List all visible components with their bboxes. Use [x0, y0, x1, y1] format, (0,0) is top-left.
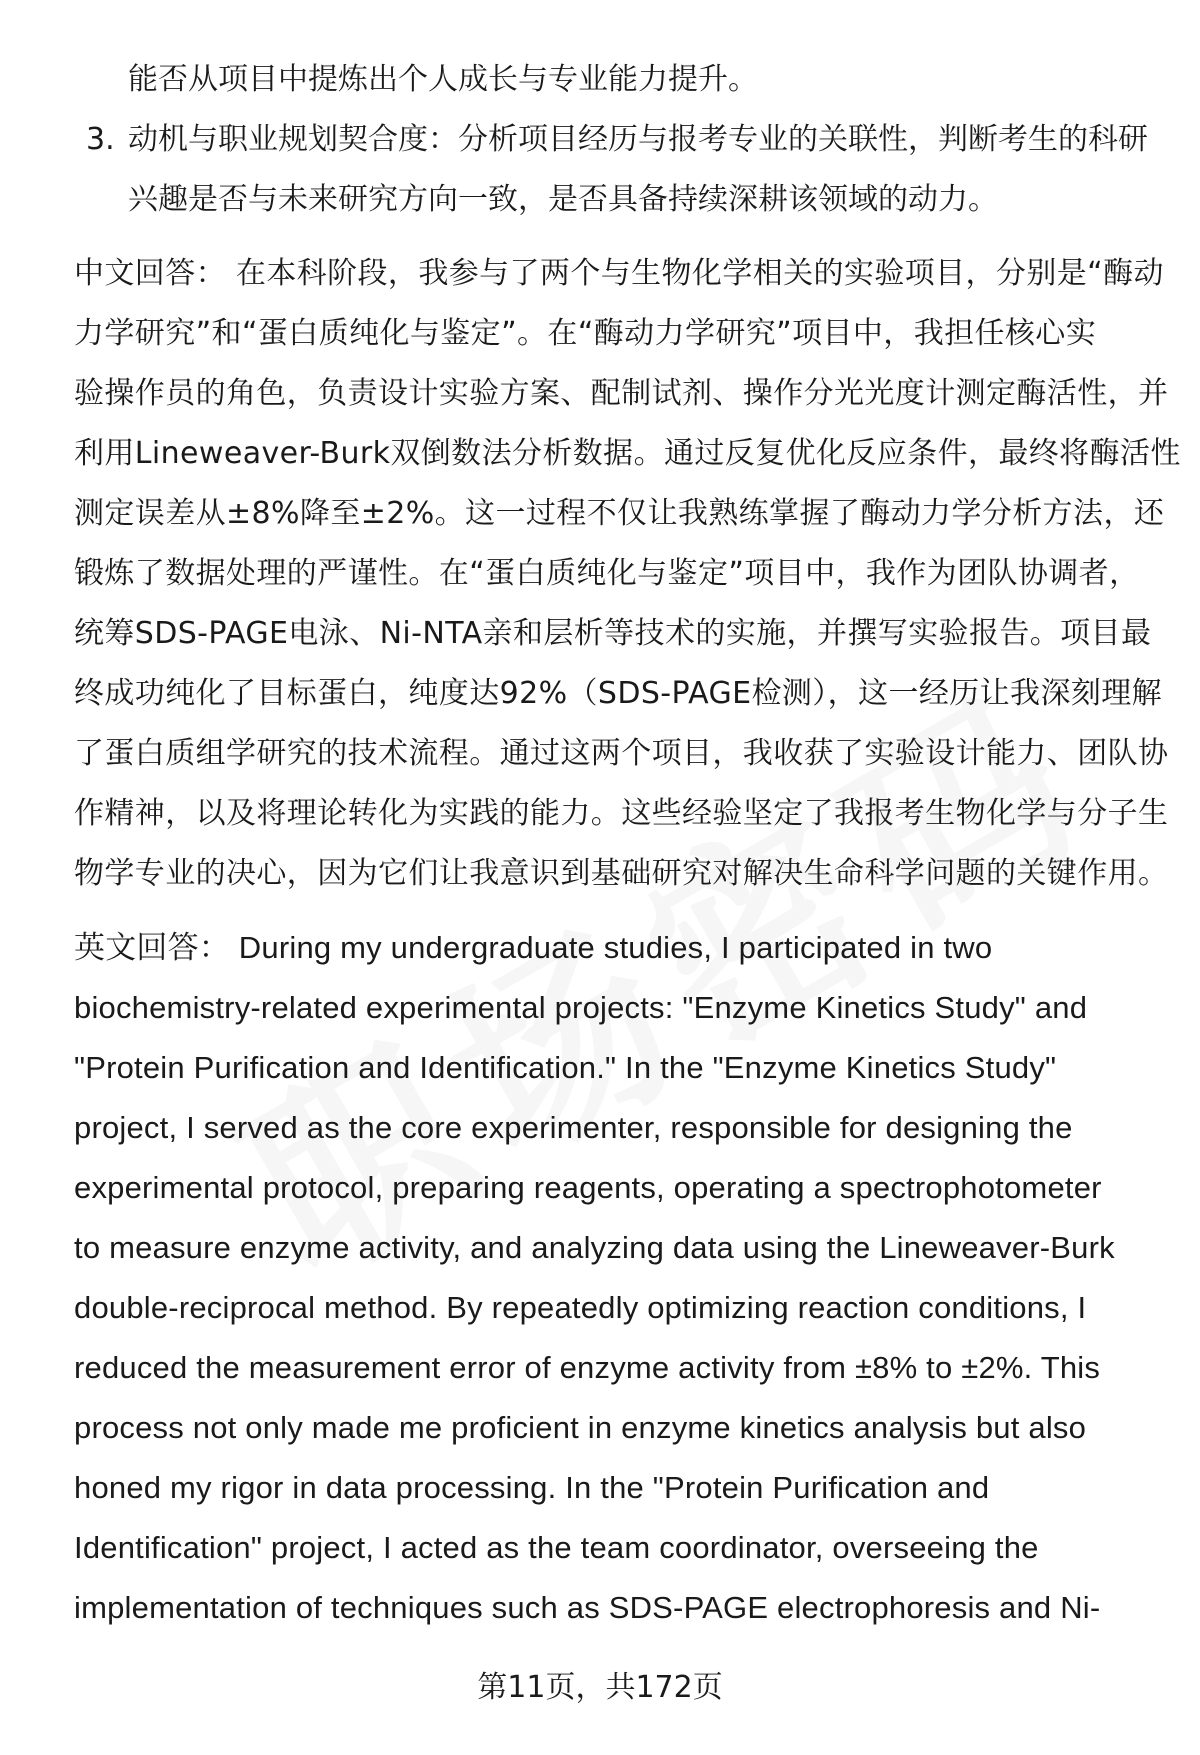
- english-answer-line: process not only made me proficient in enzyme kinetics analysis but also: [74, 1410, 1087, 1445]
- english-answer-line: honed my rigor in data processing. In the "Protein Purification and: [74, 1470, 990, 1505]
- document-body: [74, 50, 1181, 1638]
- page-number-footer: 第11页，共172页: [477, 1670, 723, 1705]
- chinese-answer-line: 力学研究”和“蛋白质纯化与鉴定”。在“酶动力学研究”项目中，我担任核心实: [74, 316, 1097, 351]
- chinese-answer-line: 终成功纯化了目标蛋白，纯度达92%（SDS-PAGE检测），这一经历让我深刻理解: [74, 676, 1163, 711]
- list-number: 3.: [86, 122, 115, 157]
- english-answer-line: double-reciprocal method. By repeatedly optimizing reaction conditions, I: [74, 1290, 1087, 1325]
- english-answer-line: implementation of techniques such as SDS-PAGE electrophoresis and Ni-: [74, 1590, 1101, 1625]
- chinese-answer-paragraph: [74, 244, 1181, 904]
- chinese-answer-line: 了蛋白质组学研究的技术流程。通过这两个项目，我收获了实验设计能力、团队协: [74, 736, 1169, 771]
- english-answer-line: to measure enzyme activity, and analyzing data using the Lineweaver-Burk: [74, 1230, 1115, 1265]
- english-answer-paragraph: [74, 918, 1154, 1638]
- chinese-answer-line: 中文回答： 在本科阶段，我参与了两个与生物化学相关的实验项目，分别是“酶动: [74, 256, 1164, 291]
- chinese-answer-line: 验操作员的角色，负责设计实验方案、配制试剂、操作分光光度计测定酶活性，并: [74, 376, 1169, 411]
- chinese-answer-line: 物学专业的决心，因为它们让我意识到基础研究对解决生命科学问题的关键作用。: [74, 856, 1169, 891]
- english-answer-line: biochemistry-related experimental projects: "Enzyme Kinetics Study" and: [74, 990, 1088, 1025]
- continuation-line: 能否从项目中提炼出个人成长与专业能力提升。: [128, 62, 758, 97]
- list-item-3: [74, 110, 1154, 230]
- english-answer-line: experimental protocol, preparing reagents, operating a spectrophotometer: [74, 1170, 1102, 1205]
- english-answer-line: reduced the measurement error of enzyme activity from ±8% to ±2%. This: [74, 1350, 1101, 1385]
- chinese-answer-line: 统筹SDS-PAGE电泳、Ni-NTA亲和层析等技术的实施，并撰写实验报告。项目最: [74, 616, 1152, 651]
- english-answer-line: project, I served as the core experimenter, responsible for designing the: [74, 1110, 1073, 1145]
- chinese-answer-line: 锻炼了数据处理的严谨性。在“蛋白质纯化与鉴定”项目中，我作为团队协调者，: [74, 556, 1140, 591]
- english-answer-line: "Protein Purification and Identification." In the "Enzyme Kinetics Study": [74, 1050, 1057, 1085]
- english-answer-line: Identification" project, I acted as the team coordinator, overseeing the: [74, 1530, 1039, 1565]
- chinese-answer-line: 测定误差从±8%降至±2%。这一过程不仅让我熟练掌握了酶动力学分析方法，还: [74, 496, 1165, 531]
- list-item-line: 兴趣是否与未来研究方向一致，是否具备持续深耕该领域的动力。: [128, 182, 998, 217]
- list-item-line: 动机与职业规划契合度：分析项目经历与报考专业的关联性，判断考生的科研: [128, 122, 1148, 157]
- english-answer-line: 英文回答： During my undergraduate studies, I participated in two: [74, 930, 993, 965]
- chinese-answer-line: 作精神，以及将理论转化为实践的能力。这些经验坚定了我报考生物化学与分子生: [74, 796, 1169, 831]
- chinese-answer-line: 利用Lineweaver-Burk双倒数法分析数据。通过反复优化反应条件，最终将酶活性: [74, 436, 1181, 471]
